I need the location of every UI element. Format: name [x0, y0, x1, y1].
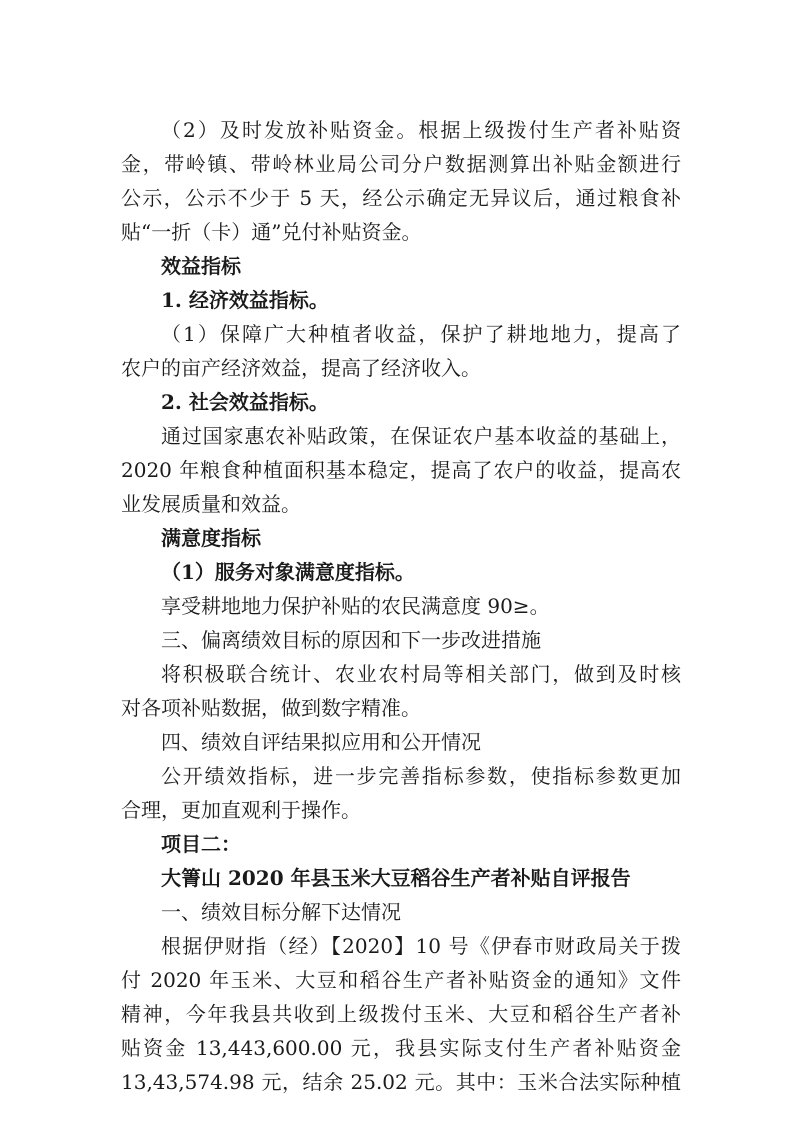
text-line: 根据伊财指（经）【2020】10 号《伊春市财政局关于拨 [161, 934, 681, 958]
heading-project-two: 项目二： [161, 832, 241, 856]
heading-benefit-indicators: 效益指标 [161, 254, 241, 278]
heading-social-benefit: 2. 社会效益指标。 [161, 390, 329, 414]
text-line: 公示，公示不少于 5 天，经公示确定无异议后，通过粮食补 [121, 186, 681, 210]
heading-satisfaction-indicators: 满意度指标 [161, 526, 261, 550]
paragraph-subsidy-payment [121, 113, 681, 249]
heading-report-title: 大箐山 2020 年县玉米大豆稻谷生产者补贴自评报告 [161, 866, 631, 890]
paragraph-targets [121, 929, 681, 1099]
document-body [121, 113, 681, 1099]
paragraph-satisfaction [121, 589, 681, 623]
text-line: 精神，今年我县共收到上级拨付玉米、大豆和稻谷生产者补 [121, 1002, 681, 1026]
text-line: （1）保障广大种植者收益，保护了耕地地力，提高了 [161, 322, 681, 346]
text-line: 贴资金 13,443,600.00 元，我县实际支付生产者补贴资金 [121, 1036, 681, 1060]
paragraph-application [121, 759, 681, 827]
paragraph-social-benefit [121, 419, 681, 521]
text-line: 农户的亩产经济效益，提高了经济收入。 [121, 356, 481, 380]
paragraph-deviation [121, 657, 681, 725]
text-line: （2）及时发放补贴资金。根据上级拨付生产者补贴资 [161, 118, 681, 142]
text-line: 享受耕地地力保护补贴的农民满意度 90≥。 [161, 594, 550, 618]
section-heading-application: 四、绩效自评结果拟应用和公开情况 [161, 730, 481, 754]
paragraph-economic-benefit [121, 317, 681, 385]
text-line: 业发展质量和效益。 [121, 492, 301, 516]
text-line: 13,43,574.98 元，结余 25.02 元。其中：玉米合法实际种植 [121, 1070, 681, 1094]
section-heading-targets: 一、绩效目标分解下达情况 [161, 900, 401, 924]
text-line: 付 2020 年玉米、大豆和稻谷生产者补贴资金的通知》文件 [121, 968, 681, 992]
text-line: 对各项补贴数据，做到数字精准。 [121, 696, 421, 720]
text-line: 2020 年粮食种植面积基本稳定，提高了农户的收益，提高农 [121, 458, 681, 482]
text-line: 金，带岭镇、带岭林业局公司分户数据测算出补贴金额进行 [121, 152, 681, 176]
text-line: 合理，更加直观利于操作。 [121, 798, 361, 822]
text-line: 公开绩效指标，进一步完善指标参数，使指标参数更加 [161, 764, 681, 788]
text-line: 将积极联合统计、农业农村局等相关部门，做到及时核 [161, 662, 681, 686]
heading-economic-benefit: 1. 经济效益指标。 [161, 288, 329, 312]
section-heading-deviation: 三、偏离绩效目标的原因和下一步改进措施 [161, 628, 541, 652]
heading-service-satisfaction: （1）服务对象满意度指标。 [161, 560, 415, 584]
text-line: 贴“一折（卡）通”兑付补贴资金。 [121, 220, 422, 244]
text-line: 通过国家惠农补贴政策，在保证农户基本收益的基础上， [161, 424, 681, 448]
